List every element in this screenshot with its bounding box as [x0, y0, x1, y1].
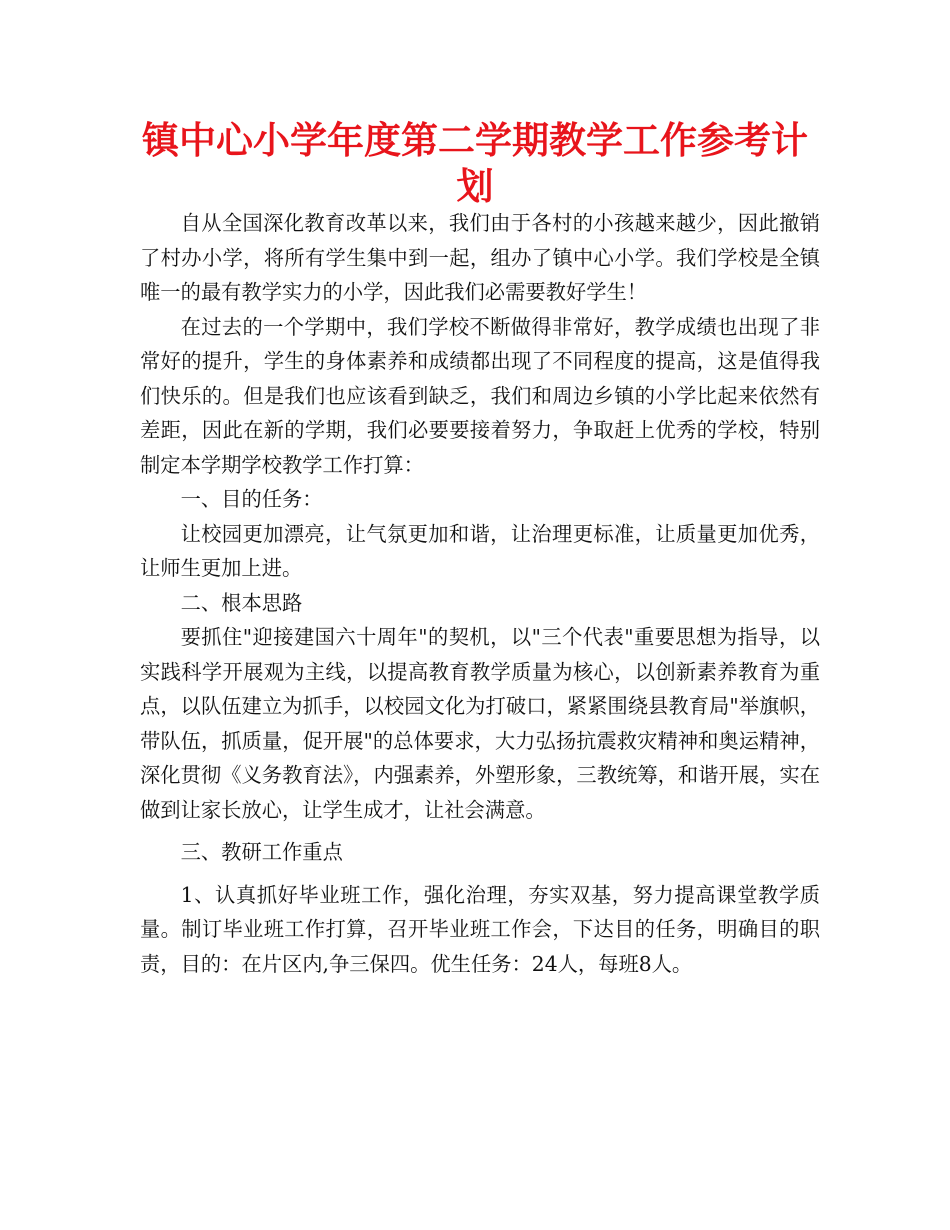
section-heading-approach: 二、根本思路: [180, 590, 303, 615]
paragraph-approach: 要抓住"迎接建国六十周年"的契机，以"三个代表"重要思想为指导，以实践科学开展观为主线，以提高教育教学质量为核心，以创新素养教育为重点，以队伍建立为抓手，以校园文化为打破口，紧紧围绕县教育局"举旗帜，带队伍，抓质量，促开展"的总体要求，大力弘扬抗震救灾精神和奥运精神，深化贯彻《义务教育法》，内强素养，外塑形象，三教统筹，和谐开展，实在做到让家长放心，让学生成才，让社会满意。: [140, 625, 820, 822]
document-body: [140, 206, 820, 981]
section-heading-goals: 一、目的任务：: [180, 487, 323, 511]
section-heading-research: 三、教研工作重点: [180, 840, 343, 864]
paragraph-review: 在过去的一个学期中，我们学校不断做得非常好，教学成绩也出现了非常好的提升，学生的身体素养和成绩都出现了不同程度的提高，这是值得我们快乐的。但是我们也应该看到缺乏，我们和周边乡镇的小学比起来依然有差距，因此在新的学期，我们必要要接着努力，争取赶上优秀的学校，特别制定本学期学校教学工作打算：: [140, 314, 820, 477]
document-title: 镇中心小学年度第二学期教学工作参考计划: [142, 119, 808, 208]
paragraph-goals: 让校园更加漂亮，让气氛更加和谐，让治理更标准，让质量更加优秀，让师生更加上进。: [140, 521, 820, 580]
paragraph-research-1: 1、认真抓好毕业班工作，强化治理，夯实双基，努力提高课堂教学质量。制订毕业班工作打算，召开毕业班工作会，下达目的任务，明确目的职责，目的：在片区内,争三保四。优生任务：24人，每班8人。: [140, 882, 820, 976]
paragraph-intro: 自从全国深化教育改革以来，我们由于各村的小孩越来越少，因此撤销了村办小学，将所有学生集中到一起，组办了镇中心小学。我们学校是全镇唯一的最有教学实力的小学，因此我们必需要教好学生！: [140, 211, 820, 304]
